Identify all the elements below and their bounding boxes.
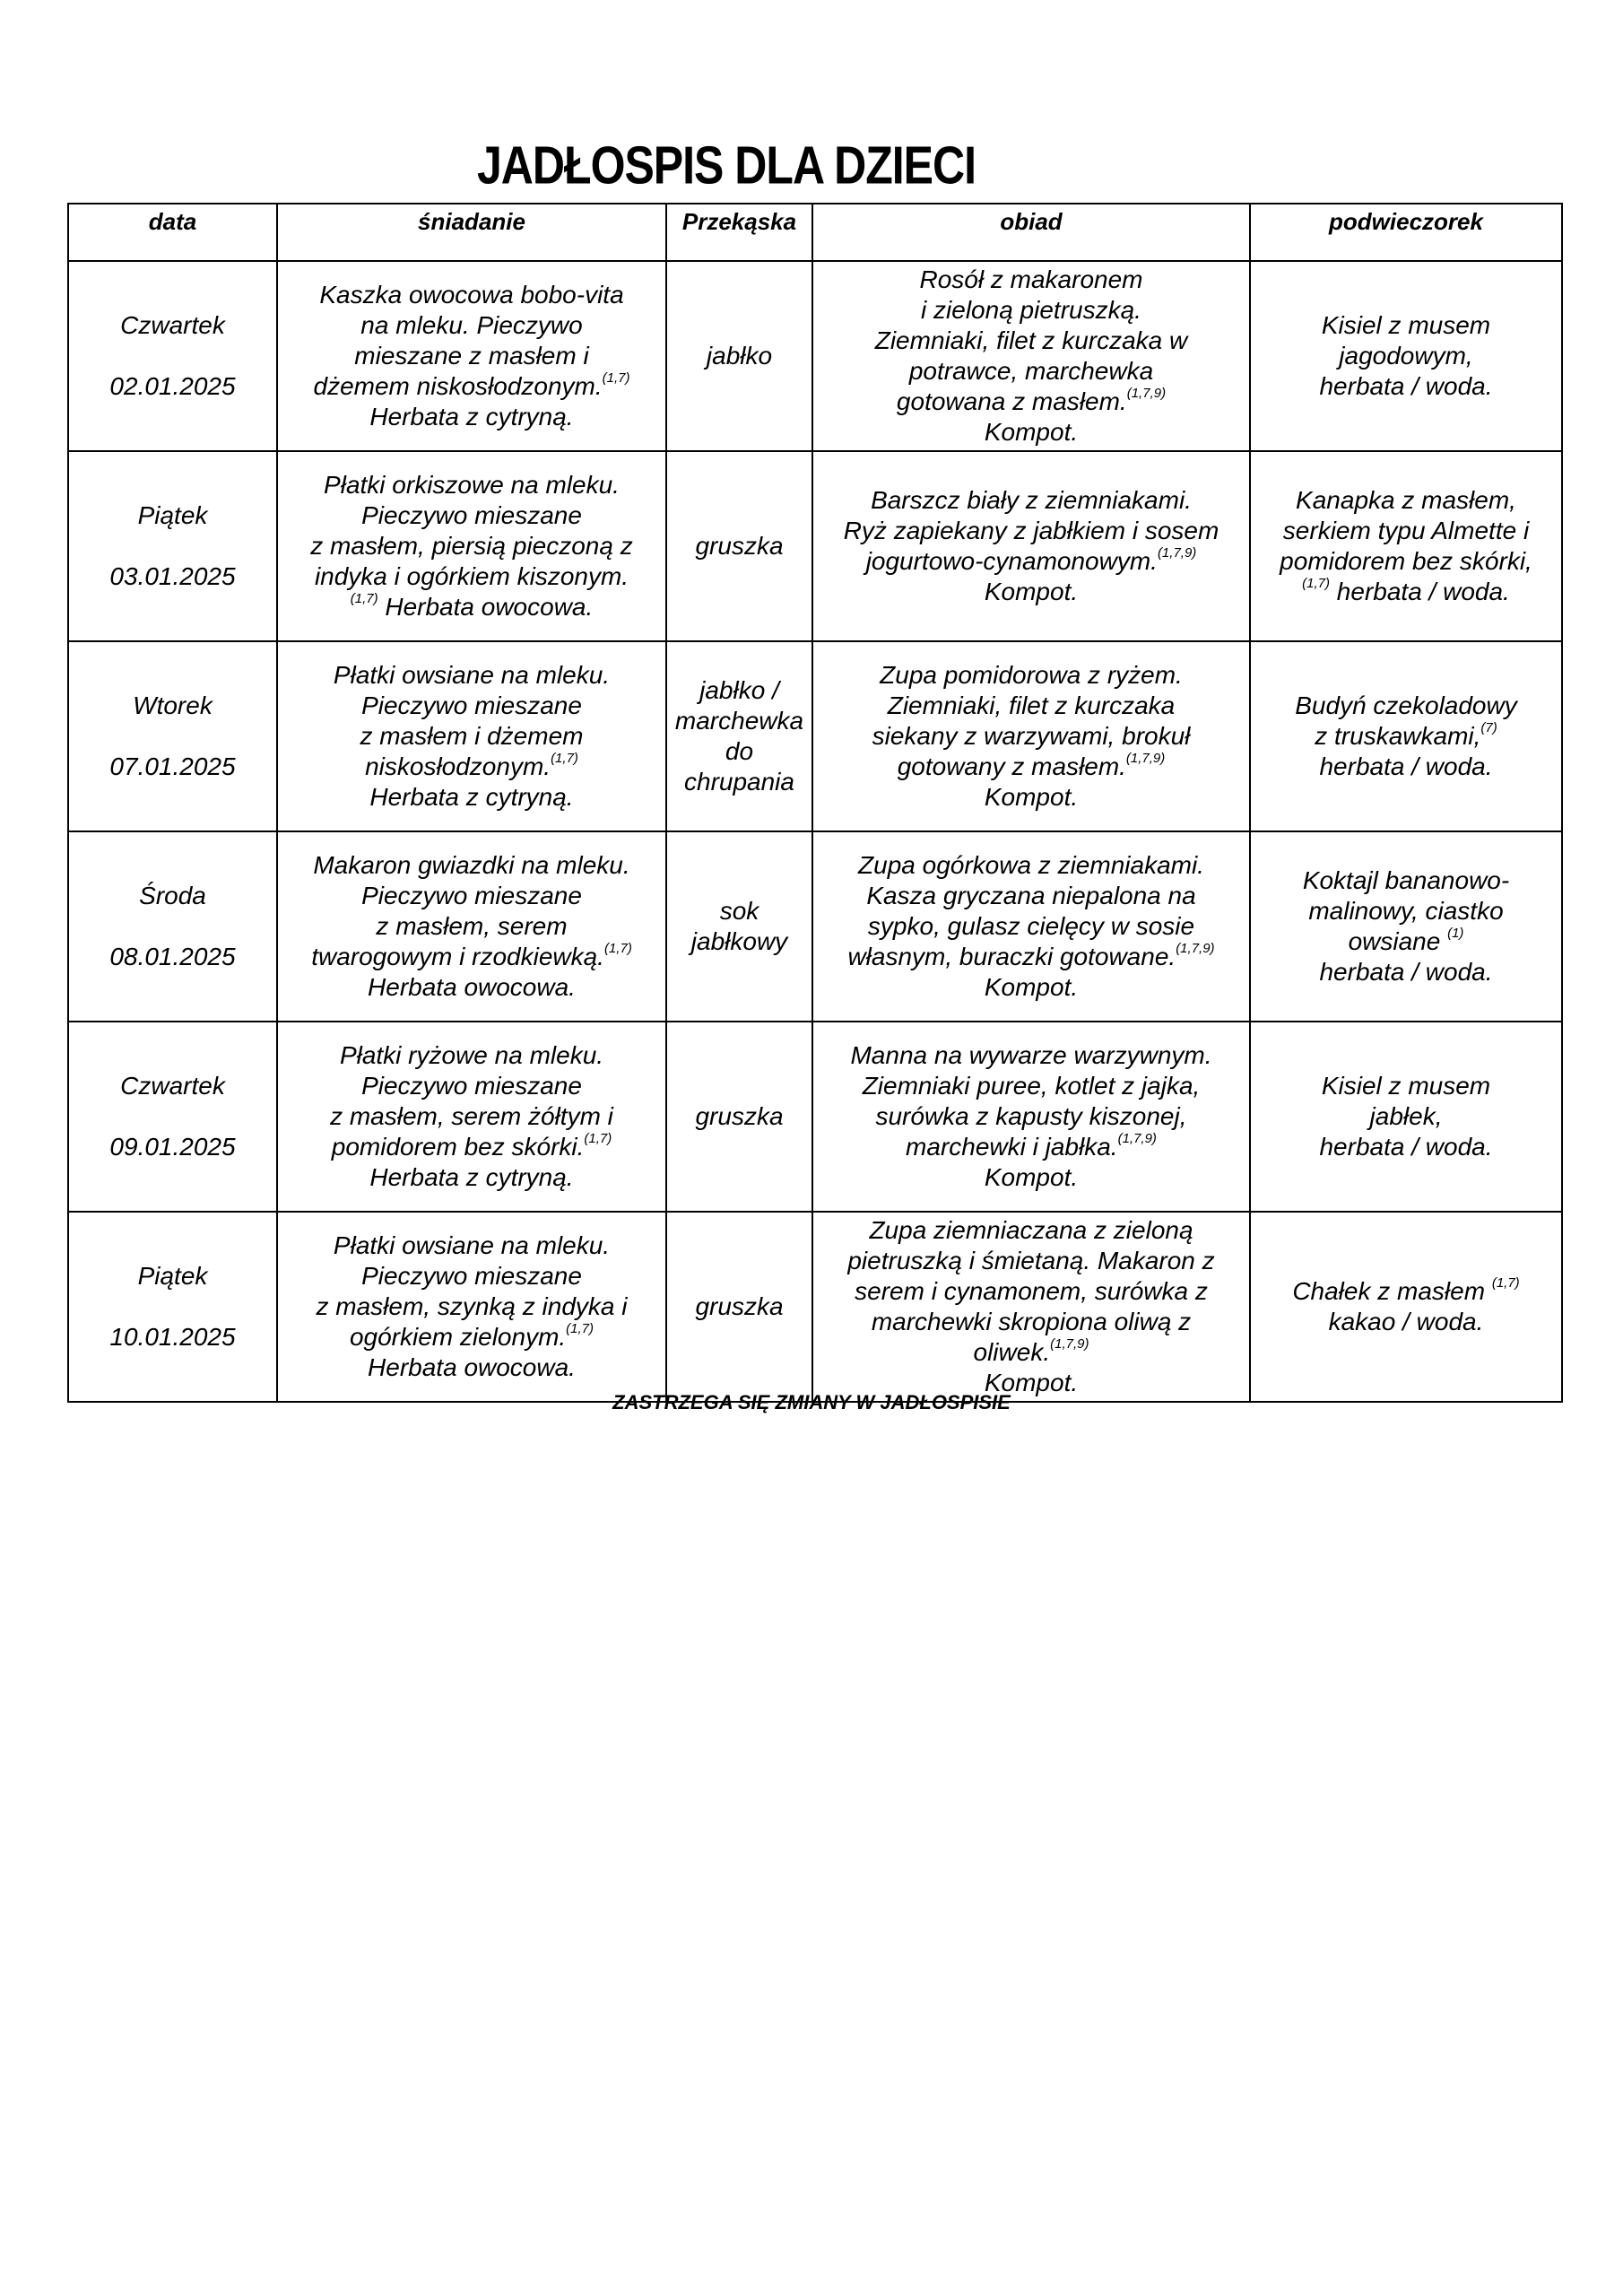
afternoon-snack-cell [1250,261,1562,451]
snack-line: do [725,737,754,765]
allergen-marker: (7) [1480,719,1497,735]
allergen-marker: (1,7,9) [1117,1130,1157,1146]
day-name: Środa [139,882,206,909]
lunch-line: Kompot. [984,418,1079,446]
breakfast-cell [277,1212,666,1402]
afternoon-snack-cell [1250,1022,1562,1212]
breakfast-line: Pieczywo mieszane [361,501,582,529]
breakfast-line: z masłem i dżemem [360,722,584,750]
lunch-line: pietruszką i śmietaną. Makaron z [847,1247,1215,1274]
lunch-text: oliwek. [973,1338,1051,1366]
breakfast-line: Pieczywo mieszane [361,1262,582,1290]
breakfast-line: Pieczywo mieszane [361,1072,582,1100]
snack-line: chrupania [684,768,794,796]
breakfast-line: Płatki orkiszowe na mleku. [324,471,620,499]
afternoon-line: jagodowym, [1339,342,1473,370]
date-value: 09.01.2025 [109,1133,236,1161]
allergen-marker: (1,7) [1491,1274,1520,1291]
afternoon-line: pomidorem bez skórki, [1280,547,1532,575]
date-value: 07.01.2025 [109,752,236,780]
lunch-line: Kasza gryczana niepalona na [866,882,1196,909]
lunch-line [817,752,1245,782]
lunch-line [817,546,1245,577]
allergen-marker: (1,7) [603,940,632,956]
lunch-text: własnym, buraczki gotowane. [847,943,1176,970]
afternoon-line: Kisiel z musem [1321,311,1491,339]
afternoon-line: malinowy, ciastko [1308,897,1504,925]
afternoon-text: owsiane [1348,927,1441,955]
allergen-marker: (1,7) [566,1320,595,1336]
breakfast-line: Płatki owsiane na mleku. [333,1231,611,1259]
breakfast-line [282,371,662,402]
breakfast-text: twarogowym i rzodkiewką. [311,943,604,970]
afternoon-snack-cell [1250,641,1562,831]
afternoon-line: herbata / woda. [1319,752,1493,780]
date-value: 02.01.2025 [109,372,236,400]
breakfast-cell [277,1022,666,1212]
allergen-marker: (1,7,9) [1125,750,1166,766]
table-row [68,1212,1562,1402]
lunch-line: marchewki skropiona oliwą z [871,1308,1192,1335]
breakfast-line: Kaszka owocowa bobo-vita [319,281,624,309]
date-cell [68,831,277,1022]
breakfast-line: Herbata z cytryną. [369,1163,574,1191]
afternoon-line [1254,721,1558,752]
afternoon-line: herbata / woda. [1319,1133,1493,1161]
snack-cell [666,261,812,451]
afternoon-line: Koktajl bananowo- [1302,866,1510,894]
breakfast-line [282,592,662,622]
day-name: Czwartek [120,1072,225,1100]
allergen-marker: (1,7) [350,590,378,606]
date-cell [68,1022,277,1212]
header-breakfast: śniadanie [277,204,666,261]
lunch-cell [812,451,1250,641]
breakfast-line: Płatki owsiane na mleku. [333,661,611,689]
snack-cell [666,451,812,641]
breakfast-line [282,752,662,782]
lunch-cell [812,1022,1250,1212]
breakfast-line: z masłem, serem żółtym i [330,1102,613,1130]
allergen-marker: (1,7,9) [1050,1335,1089,1352]
afternoon-text: herbata / woda. [1336,578,1510,605]
date-cell [68,261,277,451]
lunch-text: gotowana z masłem. [896,387,1127,415]
lunch-text: jogurtowo-cynamonowym. [865,547,1158,575]
afternoon-text: Chałek z masłem [1292,1277,1486,1305]
lunch-line: potrawce, marchewka [908,357,1154,385]
date-value: 03.01.2025 [109,562,236,590]
lunch-line: Barszcz biały z ziemniakami. [871,486,1192,514]
day-name: Czwartek [120,311,225,339]
breakfast-text: niskosłodzonym. [365,752,551,780]
breakfast-text: Herbata owocowa. [385,593,594,621]
afternoon-snack-cell [1250,451,1562,641]
snack-line: jabłko / [699,676,779,704]
afternoon-line: Kisiel z musem [1321,1072,1491,1100]
breakfast-line: Makaron gwiazdki na mleku. [313,851,630,879]
afternoon-snack-cell [1250,1212,1562,1402]
breakfast-line: z masłem, szynką z indyka i [316,1292,628,1320]
breakfast-text: ogórkiem zielonym. [349,1323,567,1351]
breakfast-cell [277,261,666,451]
afternoon-line: herbata / woda. [1319,958,1493,986]
breakfast-line: mieszane z masłem i [354,342,589,370]
date-value: 08.01.2025 [109,943,236,970]
breakfast-line: Herbata owocowa. [368,1353,576,1381]
breakfast-line: Płatki ryżowe na mleku. [339,1041,604,1069]
lunch-cell [812,1212,1250,1402]
afternoon-line: jabłek, [1369,1102,1443,1130]
lunch-line: Kompot. [984,578,1079,605]
snack-line: jabłkowy [690,927,788,955]
breakfast-line: Herbata z cytryną. [369,783,574,811]
breakfast-line: na mleku. Pieczywo [360,311,583,339]
snack-cell [666,1022,812,1212]
breakfast-line [282,1132,662,1162]
lunch-cell [812,641,1250,831]
snack-cell [666,831,812,1022]
lunch-line: Kompot. [984,1369,1079,1396]
afternoon-line: kakao / woda. [1328,1308,1484,1335]
date-cell [68,451,277,641]
lunch-line: sypko, gulasz cielęcy w sosie [867,912,1195,940]
lunch-line [817,387,1245,417]
snack-line: marchewka [674,707,804,735]
header-snack: Przekąska [666,204,812,261]
afternoon-line: Budyń czekoladowy [1295,691,1517,719]
day-name: Piątek [137,501,208,529]
breakfast-cell [277,451,666,641]
header-lunch: obiad [812,204,1250,261]
breakfast-cell [277,831,666,1022]
allergen-marker: (1,7) [584,1130,612,1146]
breakfast-line: Herbata z cytryną. [369,403,574,430]
snack-line: jabłko [706,342,773,370]
breakfast-line: Herbata owocowa. [368,973,576,1001]
menu-table [67,203,1563,1403]
lunch-line [817,942,1245,972]
lunch-line: Zupa ogórkowa z ziemniakami. [858,851,1204,879]
day-name: Piątek [137,1262,208,1290]
header-afternoon-snack: podwieczorek [1250,204,1562,261]
lunch-line: Ryż zapiekany z jabłkiem i sosem [843,517,1219,544]
snack-cell [666,641,812,831]
lunch-cell [812,261,1250,451]
allergen-marker: (1,7) [551,750,578,766]
allergen-marker: (1,7,9) [1176,940,1215,956]
lunch-line: Ziemniaki, filet z kurczaka w [874,326,1188,354]
lunch-line: surówka z kapusty kiszonej, [875,1102,1187,1130]
breakfast-line [282,942,662,972]
table-row [68,831,1562,1022]
lunch-line: serem i cynamonem, surówka z [855,1277,1208,1305]
lunch-text: gotowany z masłem. [897,752,1126,780]
lunch-line: siekany z warzywami, brokuł [872,722,1191,750]
page-title: JADŁOSPIS DLA DZIECI [477,135,976,196]
header-row [68,204,1562,261]
table-row [68,641,1562,831]
snack-line: gruszka [695,532,784,560]
breakfast-line: indyka i ogórkiem kiszonym. [314,562,629,590]
lunch-line: Ziemniaki puree, kotlet z jajka, [862,1072,1201,1100]
snack-line: sok [719,897,759,925]
lunch-line [817,1337,1245,1368]
day-name: Wtorek [133,691,213,719]
table-row [68,451,1562,641]
lunch-cell [812,831,1250,1022]
date-cell [68,1212,277,1402]
breakfast-line [282,1322,662,1352]
allergen-marker: (1,7) [1302,575,1331,591]
snack-line: gruszka [695,1102,784,1130]
header-date: data [68,204,277,261]
breakfast-line: Pieczywo mieszane [361,691,582,719]
breakfast-line: z masłem, piersią pieczoną z [310,532,633,560]
snack-line: gruszka [695,1292,784,1320]
afternoon-line: Kanapka z masłem, [1296,486,1516,514]
afternoon-line [1254,577,1558,607]
afternoon-snack-cell [1250,831,1562,1022]
breakfast-line: z masłem, serem [376,912,568,940]
afternoon-line [1254,926,1558,957]
allergen-marker: (1,7) [602,370,630,386]
lunch-line: Zupa ziemniaczana z zieloną [869,1216,1193,1244]
lunch-line [817,1132,1245,1162]
allergen-marker: (1) [1447,925,1464,941]
date-cell [68,641,277,831]
breakfast-text: pomidorem bez skórki. [331,1133,585,1161]
lunch-line: Zupa pomidorowa z ryżem. [880,661,1183,689]
afternoon-text: z truskawkami, [1315,722,1481,750]
breakfast-text: dżemem niskosłodzonym. [313,372,603,400]
allergen-marker: (1,7,9) [1157,544,1197,561]
lunch-line: Ziemniaki, filet z kurczaka [887,691,1176,719]
lunch-line: Kompot. [984,1163,1079,1191]
afternoon-line [1254,1276,1558,1307]
date-value: 10.01.2025 [109,1323,236,1351]
allergen-marker: (1,7,9) [1126,385,1167,401]
lunch-line: Kompot. [984,783,1079,811]
disclaimer-note: ZASTRZEGA SIĘ ZMIANY W JADŁOSPISIE [612,1391,1011,1413]
lunch-line: i zieloną pietruszką. [921,296,1141,324]
lunch-line: Rosół z makaronem [919,265,1143,293]
lunch-line: Kompot. [984,973,1079,1001]
afternoon-line: serkiem typu Almette i [1282,517,1530,544]
breakfast-line: Pieczywo mieszane [361,882,582,909]
lunch-line: Manna na wywarze warzywnym. [850,1041,1212,1069]
lunch-text: marchewki i jabłka. [906,1133,1118,1161]
table-row [68,1022,1562,1212]
afternoon-line: herbata / woda. [1319,372,1493,400]
snack-cell [666,1212,812,1402]
table-row [68,261,1562,451]
breakfast-cell [277,641,666,831]
